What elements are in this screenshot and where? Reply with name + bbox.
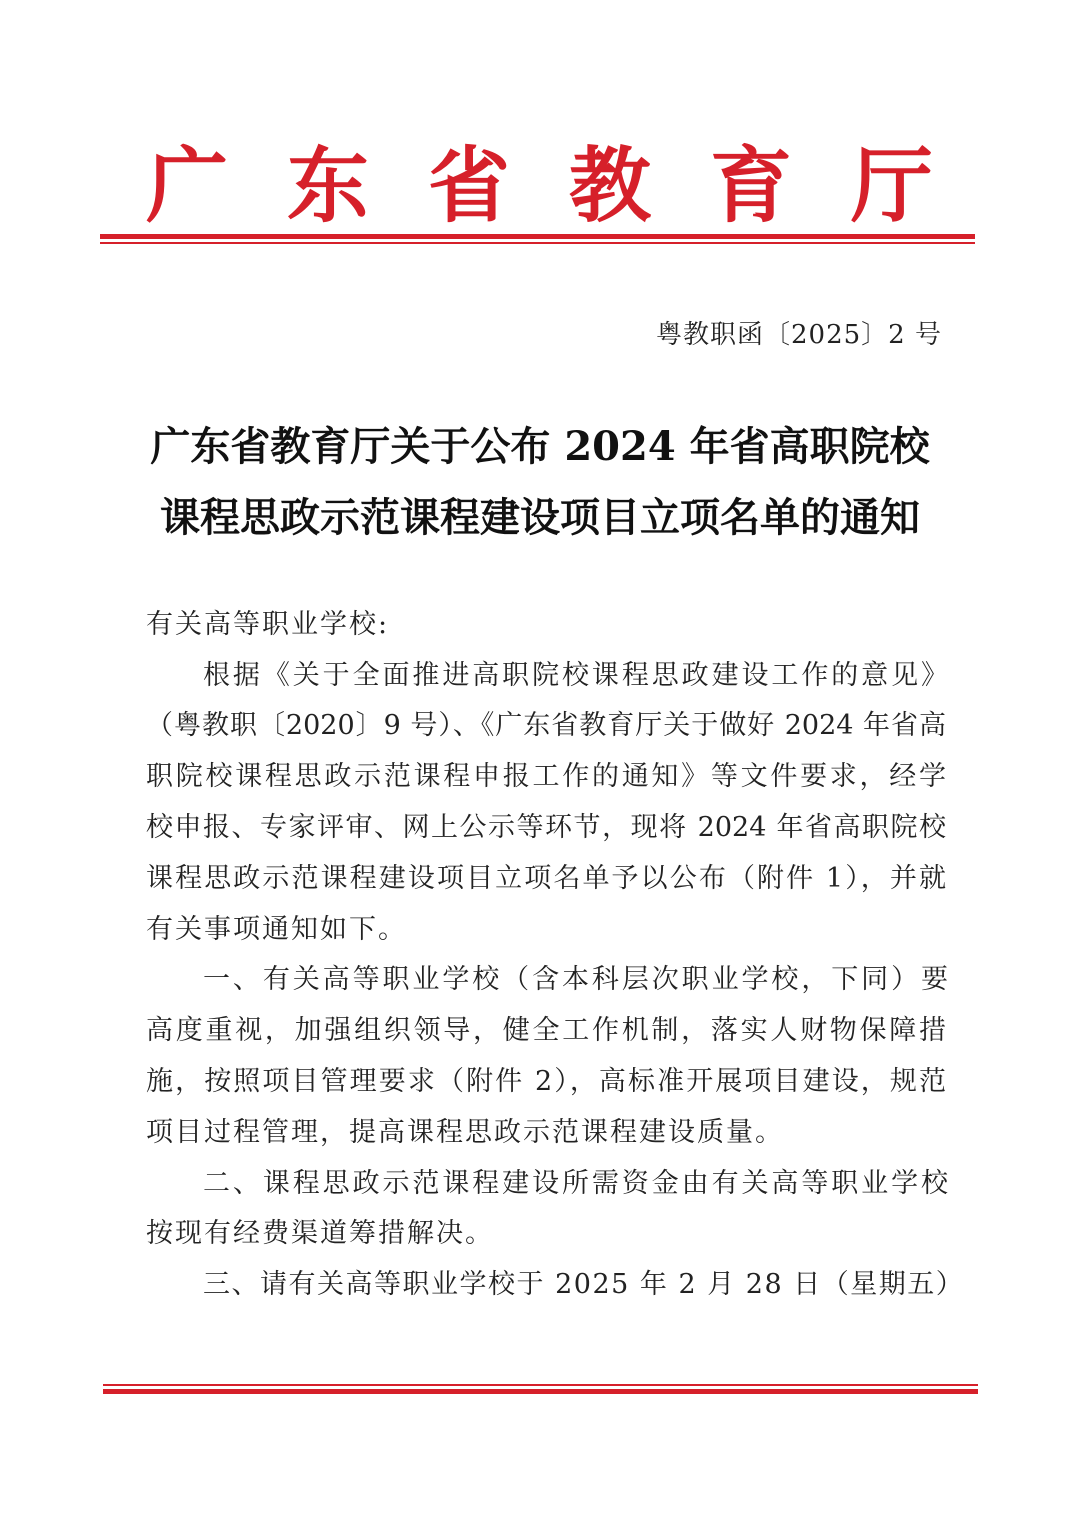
top-rule-thin xyxy=(100,242,975,244)
top-rule-thick xyxy=(100,234,975,239)
masthead-char-5: 育 xyxy=(709,138,792,234)
masthead-char-1: 广 xyxy=(146,138,229,234)
masthead-char-4: 教 xyxy=(568,138,651,234)
document-number: 粤教职函〔2025〕2 号 xyxy=(656,320,942,350)
masthead-char-3: 省 xyxy=(427,138,510,234)
masthead-char-6: 厅 xyxy=(850,138,933,234)
masthead xyxy=(100,138,975,234)
body-line-1: 根据《关于全面推进高职院校课程思政建设工作的意见》 xyxy=(203,660,948,691)
body-line-7: 一、有关高等职业学校（含本科层次职业学校，下同）要 xyxy=(203,964,948,995)
body-line-4: 校申报、专家评审、网上公示等环节，现将 2024 年省高职院校 xyxy=(146,812,946,843)
body-line-10: 项目过程管理，提高课程思政示范课程建设质量。 xyxy=(146,1117,784,1148)
body-line-13: 三、请有关高等职业学校于 2025 年 2 月 28 日（星期五） xyxy=(203,1269,965,1300)
masthead-char-2: 东 xyxy=(286,138,369,234)
body-line-6: 有关事项通知如下。 xyxy=(146,914,407,945)
bottom-rule-thick xyxy=(103,1389,978,1394)
body-line-2: （粤教职〔2020〕9 号）、《广东省教育厅关于做好 2024 年省高 xyxy=(146,710,946,741)
salutation: 有关高等职业学校: xyxy=(146,609,390,640)
body-line-12: 按现有经费渠道筹措解决。 xyxy=(146,1218,494,1249)
body-line-3: 职院校课程思政示范课程申报工作的通知》等文件要求，经学 xyxy=(146,761,946,792)
body-line-8: 高度重视，加强组织领导，健全工作机制，落实人财物保障措 xyxy=(146,1015,946,1046)
document-title-line-2: 课程思政示范课程建设项目立项名单的通知 xyxy=(160,494,920,541)
body-line-5: 课程思政示范课程建设项目立项名单予以公布（附件 1），并就 xyxy=(146,863,946,894)
body-line-9: 施，按照项目管理要求（附件 2），高标准开展项目建设，规范 xyxy=(146,1066,946,1097)
document-title-line-1: 广东省教育厅关于公布 2024 年省高职院校 xyxy=(150,423,930,470)
bottom-rule-thin xyxy=(103,1384,978,1386)
body-line-11: 二、课程思政示范课程建设所需资金由有关高等职业学校 xyxy=(203,1168,948,1199)
